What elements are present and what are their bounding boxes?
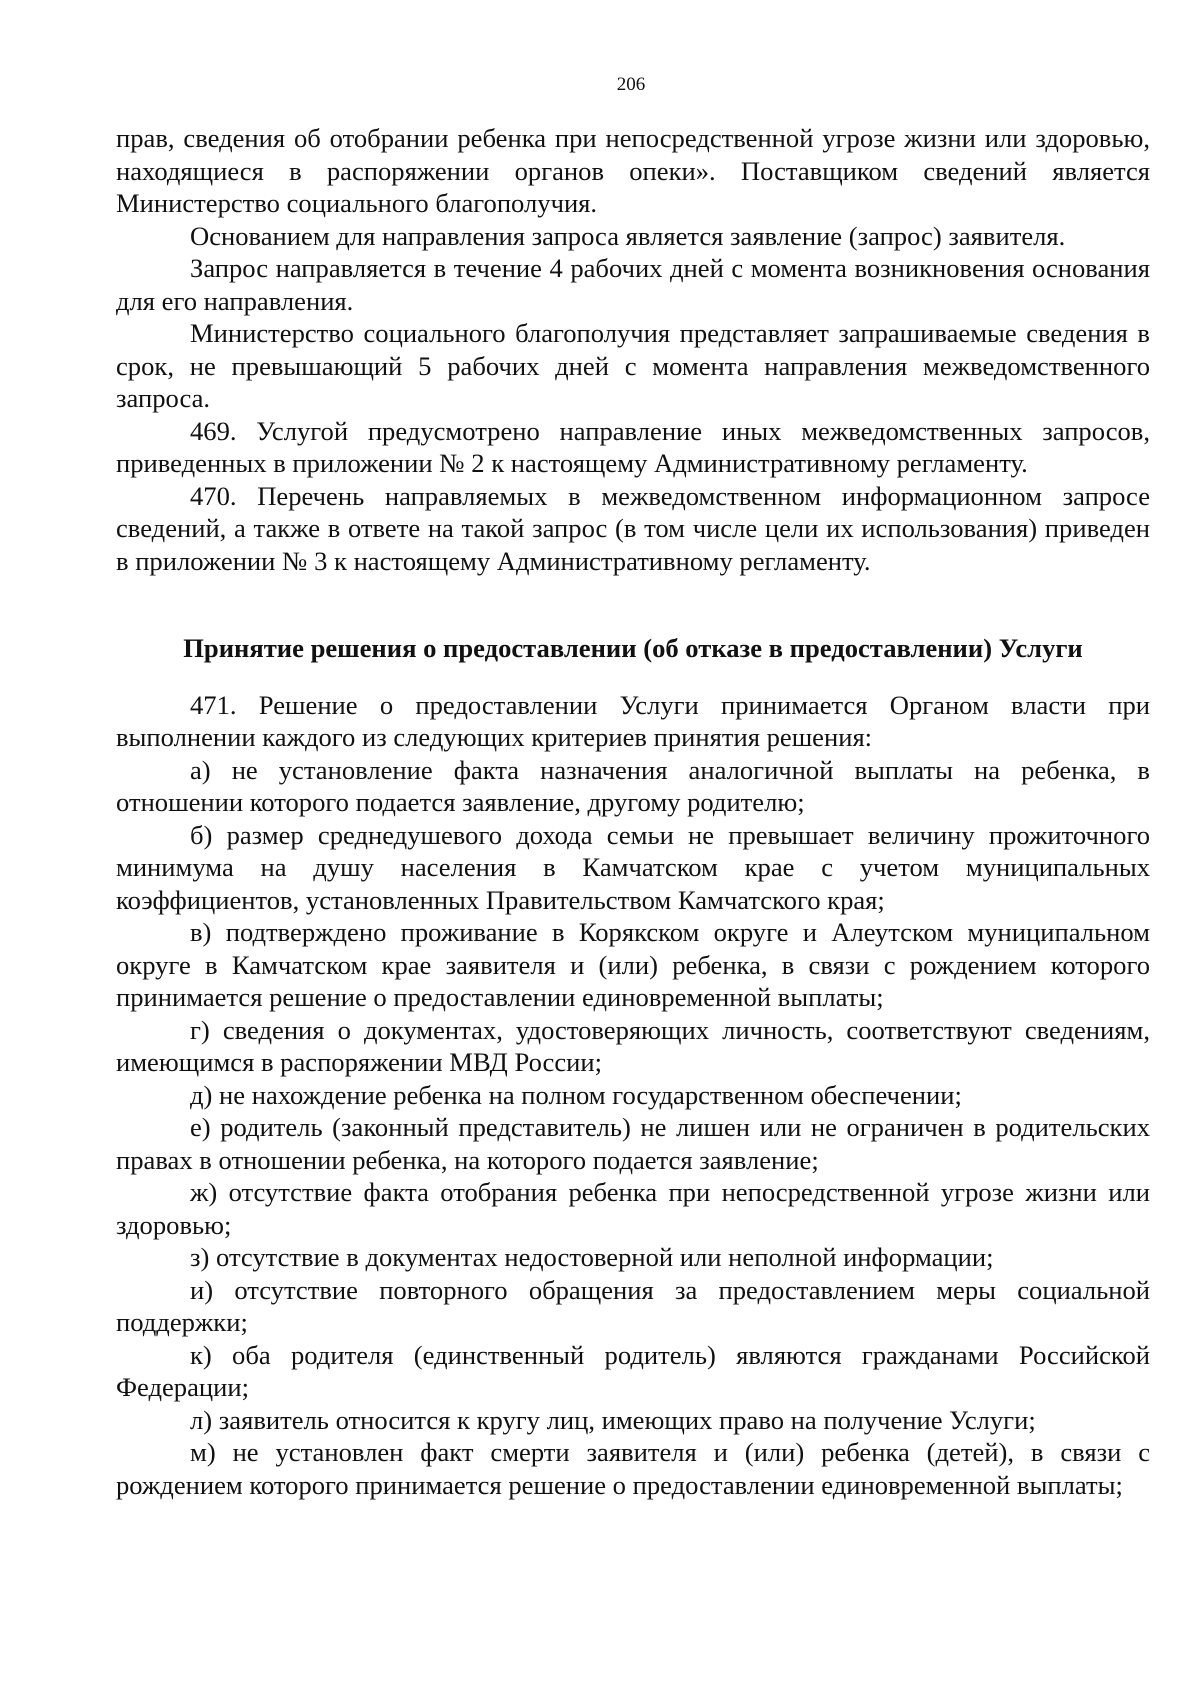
- paragraph-471: 471. Решение о предоставлении Услуги принимается Органом власти при выполнении каждого из следующих критериев принятия решения:: [116, 689, 1150, 752]
- page-number: 206: [616, 74, 646, 95]
- list-item-k: к) оба родителя (единственный родитель) являются гражданами Российской Федерации;: [116, 1339, 1150, 1402]
- list-item-v: в) подтверждено проживание в Корякском округе и Алеутском муниципальном округе в Камчатском крае заявителя и (или) ребенка, в связи с рождением которого принимается решение о предоставлении единовременной выплаты;: [116, 917, 1150, 1012]
- paragraph: прав, сведения об отобрании ребенка при непосредственной угрозе жизни или здоровью, находящиеся в распоряжении органов опеки». Поставщиком сведений является Министерство социального благополучия.: [116, 123, 1150, 218]
- paragraph: Министерство социального благополучия представляет запрашиваемые сведения в срок, не превышающий 5 рабочих дней с момента направления межведомственного запроса.: [116, 318, 1150, 413]
- list-item-g: г) сведения о документах, удостоверяющих личность, соответствуют сведениям, имеющимся в распоряжении МВД России;: [116, 1014, 1150, 1077]
- paragraph-469: 469. Услугой предусмотрено направление иных межведомственных запросов, приведенных в приложении № 2 к настоящему Административному регламенту.: [116, 415, 1150, 478]
- list-item-i: и) отсутствие повторного обращения за предоставлением меры социальной поддержки;: [116, 1274, 1150, 1337]
- section-heading: Принятие решения о предоставлении (об отказе в предоставлении) Услуги: [183, 633, 1083, 663]
- list-item-m: м) не установлен факт смерти заявителя и (или) ребенка (детей), в связи с рождением которого принимается решение о предоставлении единовременной выплаты;: [116, 1437, 1150, 1500]
- paragraph-470: 470. Перечень направляемых в межведомственном информационном запросе сведений, а также в ответе на такой запрос (в том числе цели их использования) приведен в приложении № 3 к настоящему Административному регламенту.: [116, 480, 1150, 576]
- list-item-d: д) не нахождение ребенка на полном государственном обеспечении;: [190, 1079, 962, 1110]
- document-body: [116, 122, 1150, 1501]
- list-item-zh: ж) отсутствие факта отобрания ребенка при непосредственной угрозе жизни или здоровью;: [116, 1177, 1150, 1240]
- list-item-z: з) отсутствие в документах недостоверной или неполной информации;: [190, 1242, 994, 1272]
- list-item-a: а) не установление факта назначения аналогичной выплаты на ребенка, в отношении которого подается заявление, другому родителю;: [116, 754, 1150, 817]
- list-item-b: б) размер среднедушевого дохода семьи не превышает величину прожиточного минимума на душу населения в Камчатском крае с учетом муниципальных коэффициентов, установленных Правительством Камчатского края;: [116, 819, 1150, 915]
- list-item-l: л) заявитель относится к кругу лиц, имеющих право на получение Услуги;: [190, 1404, 1036, 1435]
- paragraph: Основанием для направления запроса является заявление (запрос) заявителя.: [190, 220, 1066, 251]
- paragraph: Запрос направляется в течение 4 рабочих дней с момента возникновения основания для его направления.: [116, 253, 1150, 316]
- list-item-e: е) родитель (законный представитель) не лишен или не ограничен в родительских правах в отношении ребенка, на которого подается заявление;: [116, 1112, 1150, 1175]
